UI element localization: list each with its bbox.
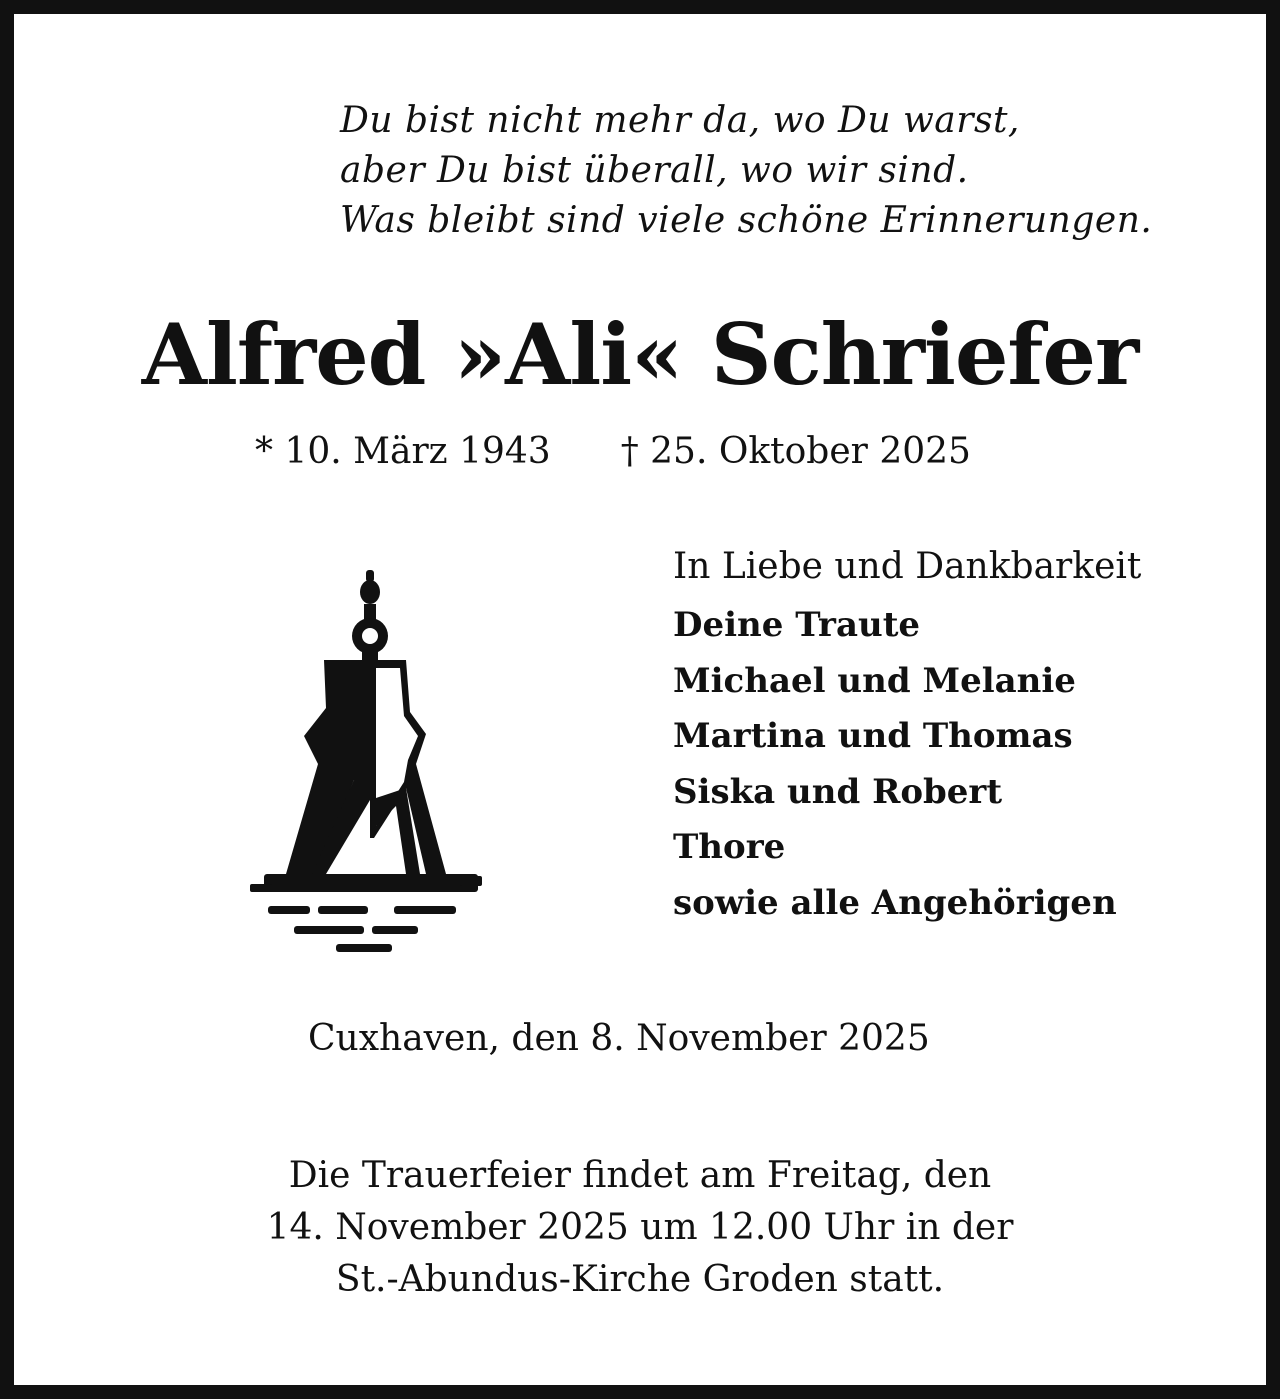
mourner-name: Thore	[673, 827, 786, 867]
place-and-date: Cuxhaven, den 8. November 2025	[308, 1018, 930, 1059]
kugelbake-beacon-icon	[246, 568, 486, 958]
quote-line: aber Du bist überall, wo wir sind.	[340, 150, 969, 191]
birth-date: * 10. März 1943	[255, 431, 551, 472]
death-date: † 25. Oktober 2025	[620, 431, 971, 472]
mourner-name: Michael und Melanie	[673, 660, 1076, 701]
service-line: Die Trauerfeier findet am Freitag, den	[288, 1155, 992, 1196]
service-line: St.-Abundus-Kirche Groden statt.	[335, 1259, 945, 1300]
mourners-intro: In Liebe und Dankbarkeit	[673, 546, 1142, 587]
memorial-quote	[340, 96, 1240, 246]
deceased-name: Alfred »Ali« Schriefer	[141, 305, 1139, 404]
mourner-name: sowie alle Angehörigen	[673, 882, 1117, 923]
mourners-block	[673, 540, 1233, 931]
mourner-name: Deine Traute	[673, 605, 921, 645]
mourner-name: Siska und Robert	[673, 771, 1003, 812]
mourner-name: Martina und Thomas	[673, 716, 1073, 756]
funeral-service-notice	[0, 1150, 1280, 1306]
quote-line: Du bist nicht mehr da, wo Du warst,	[340, 100, 1020, 141]
quote-line: Was bleibt sind viele schöne Erinnerungen.	[340, 200, 1153, 241]
service-line: 14. November 2025 um 12.00 Uhr in der	[266, 1207, 1014, 1248]
life-dates	[255, 428, 971, 476]
